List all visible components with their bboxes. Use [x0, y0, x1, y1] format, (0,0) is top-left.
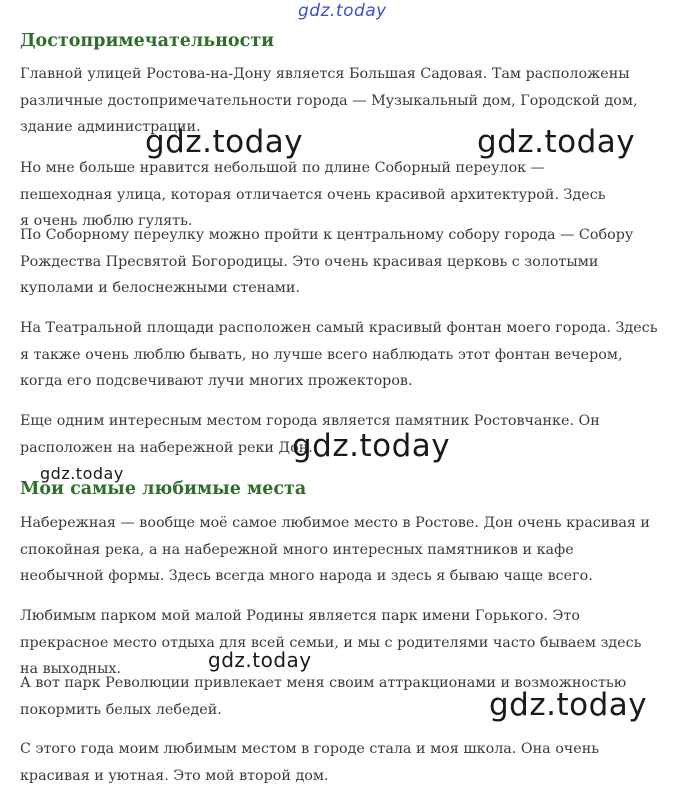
paragraph: Еще одним интересным местом города является памятник Ростовчанке. Он расположен на набережной реки Дон.: [20, 413, 600, 456]
section-heading: Достопримечательности: [20, 31, 275, 51]
watermark: gdz.today: [477, 124, 636, 160]
paragraph: На Театральной площади расположен самый красивый фонтан моего города. Здесь я также очень люблю бывать, но лучше всего наблюдать этот фонтан вечером, когда его подсвечивают лучи многих прожекторов.: [20, 320, 658, 389]
watermark: gdz.today: [208, 648, 312, 672]
paragraph: Главной улицей Ростова-на-Дону является Большая Садовая. Там расположены различные достопримечательности города — Музыкальный дом, Городской дом, здание администрации.: [20, 66, 638, 135]
paragraph: А вот парк Революции привлекает меня своим аттракционами и возможностью покормить белых лебедей.: [20, 675, 627, 718]
watermark: gdz.today: [40, 464, 124, 483]
paragraph: С этого года моим любимым местом в городе стала и моя школа. Она очень красивая и уютная. Это мой второй дом.: [20, 741, 600, 784]
paragraph: По Соборному переулку можно пройти к центральному собору города — Собору Рождества Пресвятой Богородицы. Это очень красивая церковь с золотыми куполами и белоснежными стенами.: [20, 227, 634, 296]
watermark: gdz.today: [298, 1, 387, 21]
section-heading: Мои самые любимые места: [20, 479, 307, 499]
paragraph: Но мне больше нравится небольшой по длине Соборный переулок — пешеходная улица, которая отличается очень красивой архитектурой. Здесь я очень люблю гулять.: [20, 160, 606, 229]
watermark: gdz.today: [292, 428, 451, 464]
paragraph: Набережная — вообще моё самое любимое место в Ростове. Дон очень красивая и спокойная река, а на набережной много интересных памятников и кафе необычной формы. Здесь всегда много народа и здесь я бываю чаще всего.: [20, 515, 650, 584]
paragraph: Любимым парком мой малой Родины является парк имени Горького. Это прекрасное место отдыха для всей семьи, и мы с родителями часто бываем здесь на выходных.: [20, 608, 642, 677]
watermark: gdz.today: [489, 687, 648, 723]
watermark: gdz.today: [145, 124, 304, 160]
